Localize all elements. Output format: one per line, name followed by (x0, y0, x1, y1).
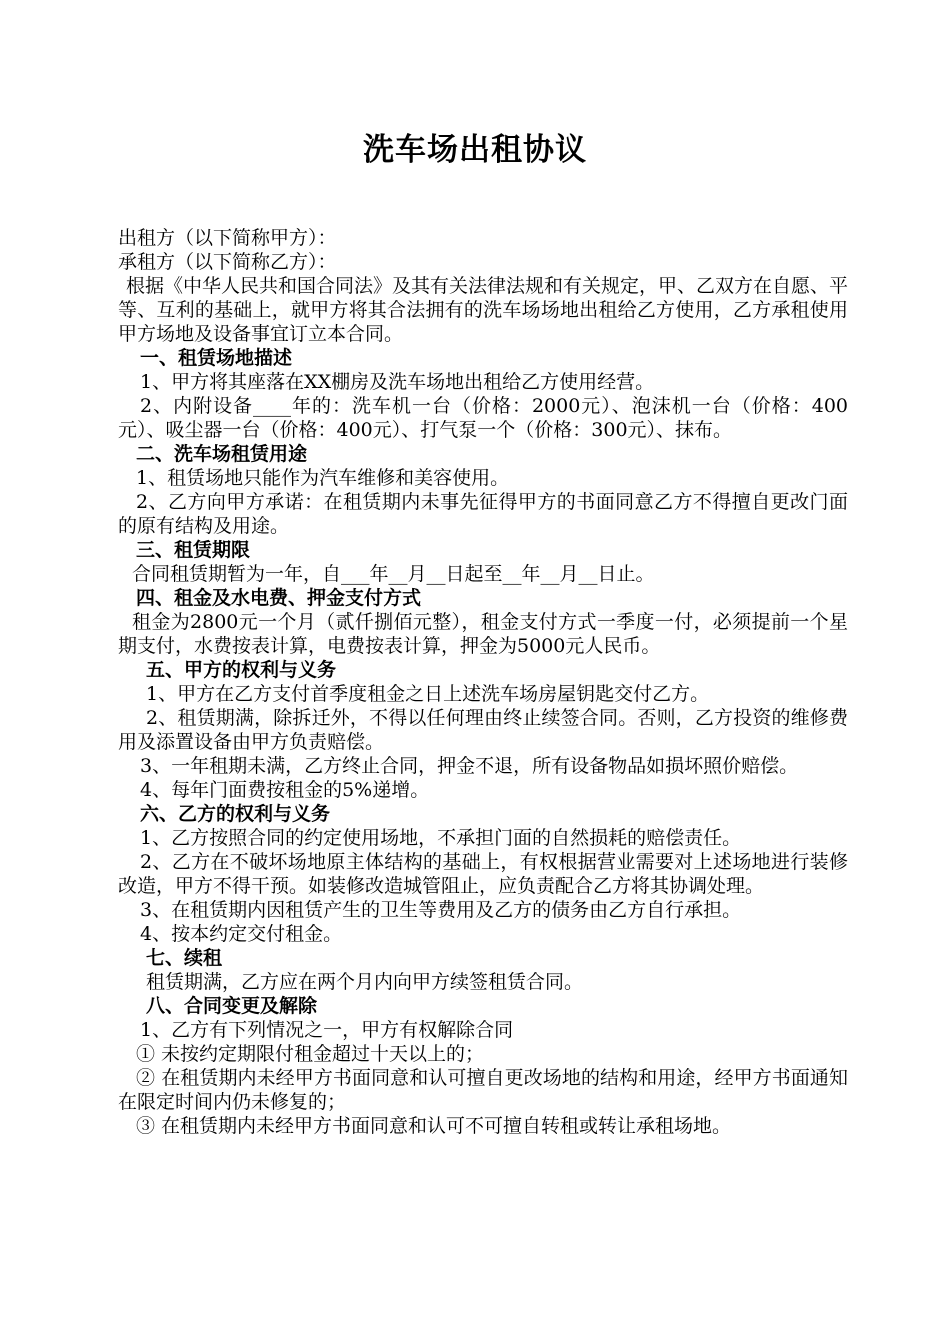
party-b-line: 承租方（以下简称乙方）： (118, 251, 337, 273)
section-1-heading: 一、租赁场地描述 (140, 347, 293, 369)
section-6-heading: 六、乙方的权利与义务 (140, 803, 331, 825)
section-2-item-1: 1、租赁场地只能作为汽车维修和美容使用。 (136, 467, 510, 489)
section-2-heading: 二、洗车场租赁用途 (136, 443, 308, 465)
section-4-heading: 四、租金及水电费、押金支付方式 (136, 587, 422, 609)
section-6-item-2: 2、乙方在不破坏场地原主体结构的基础上，有权根据营业需要对上述场地进行装修改造，甲方不得干预。如装修改造城管阻止，应负责配合乙方将其协调处理。 (118, 851, 848, 897)
section-7-heading: 七、续租 (146, 947, 223, 969)
section-1-item-1: 1、甲方将其座落在XX棚房及洗车场地出租给乙方使用经营。 (140, 371, 655, 393)
section-6-item-4: 4、按本约定交付租金。 (140, 923, 343, 945)
party-a-line: 出租方（以下简称甲方）： (118, 227, 337, 249)
section-3-item-1: 合同租赁期暂为一年，自___年__月__日起至__年__月__日止。 (132, 563, 655, 585)
section-1-item-2: 2、内附设备____年的：洗车机一台（价格：2000元）、泡沫机一台（价格：400元）、吸尘器一台（价格：400元）、打气泵一个（价格：300元）、抹布。 (118, 395, 848, 441)
document-body (118, 226, 848, 1138)
intro-paragraph: 根据《中华人民共和国合同法》及其有关法律法规和有关规定，甲、乙双方在自愿、平等、互利的基础上，就甲方将其合法拥有的洗车场场地出租给乙方使用，乙方承租使用甲方场地及设备事宜订立本合同。 (118, 275, 849, 345)
section-8-item-3: ② 在租赁期内未经甲方书面同意和认可擅自更改场地的结构和用途，经甲方书面通知在限定时间内仍未修复的； (118, 1067, 848, 1113)
section-5-item-3: 3、一年租期未满，乙方终止合同，押金不退，所有设备物品如损坏照价赔偿。 (140, 755, 799, 777)
section-8-item-1: 1、乙方有下列情况之一，甲方有权解除合同 (140, 1019, 514, 1041)
section-6-item-3: 3、在租赁期内因租赁产生的卫生等费用及乙方的债务由乙方自行承担。 (140, 899, 742, 921)
section-8-item-2: ① 未按约定期限付租金超过十天以上的； (136, 1043, 485, 1065)
section-8-heading: 八、合同变更及解除 (146, 995, 318, 1017)
document-title: 洗车场出租协议 (363, 132, 587, 168)
section-3-heading: 三、租赁期限 (136, 539, 251, 561)
section-7-item-1: 租赁期满，乙方应在两个月内向甲方续签租赁合同。 (146, 971, 584, 993)
section-5-heading: 五、甲方的权利与义务 (146, 659, 337, 681)
section-2-item-2: 2、乙方向甲方承诺：在租赁期内未事先征得甲方的书面同意乙方不得擅自更改门面的原有结构及用途。 (118, 491, 848, 537)
section-4-item-1: 租金为2800元一个月（贰仟捌佰元整），租金支付方式一季度一付，必须提前一个星期支付，水费按表计算，电费按表计算，押金为5000元人民币。 (118, 611, 848, 657)
section-6-item-1: 1、乙方按照合同的约定使用场地，不承担门面的自然损耗的赔偿责任。 (140, 827, 742, 849)
section-8-item-4: ③ 在租赁期内未经甲方书面同意和认可不可擅自转租或转让承租场地。 (136, 1115, 732, 1137)
section-5-item-4: 4、每年门面费按租金的5%递增。 (140, 779, 430, 801)
section-5-item-1: 1、甲方在乙方支付首季度租金之日上述洗车场房屋钥匙交付乙方。 (146, 683, 710, 705)
section-5-item-2: 2、租赁期满，除拆迁外，不得以任何理由终止续签合同。否则，乙方投资的维修费用及添置设备由甲方负责赔偿。 (118, 707, 848, 753)
